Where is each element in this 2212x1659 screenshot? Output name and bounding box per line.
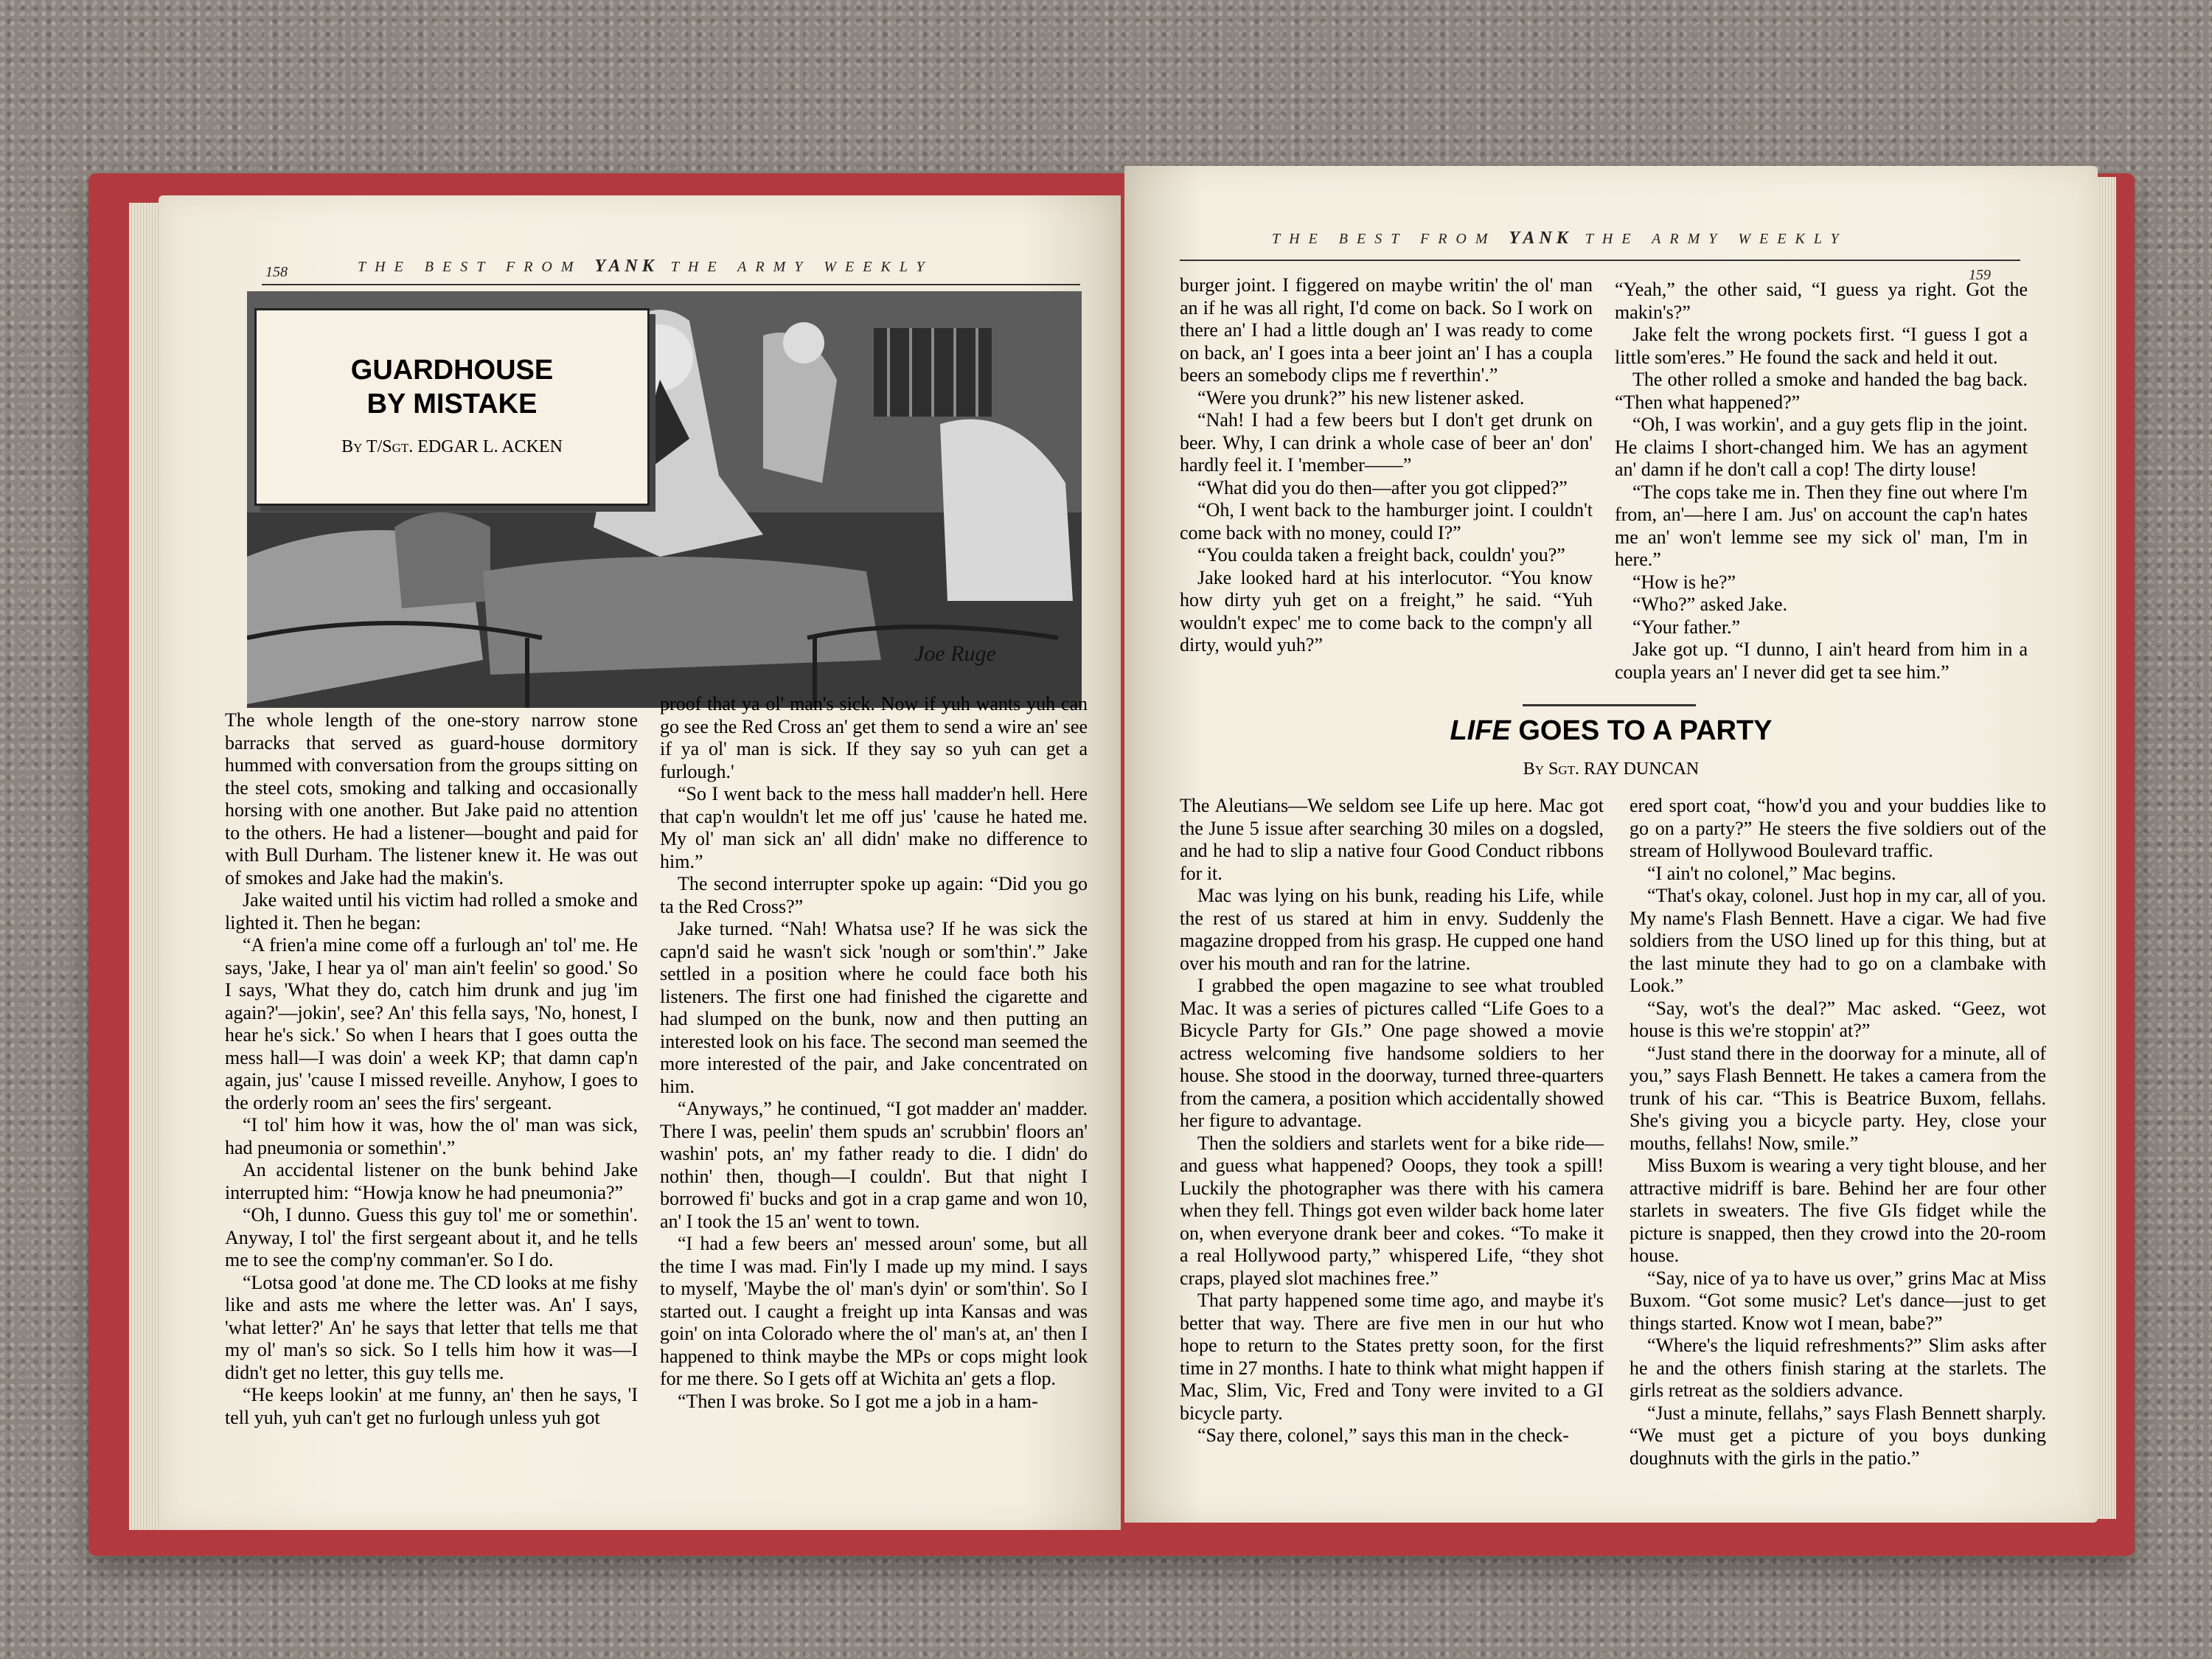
illustrator-signature: Joe Ruge: [914, 641, 996, 666]
article-byline: By T/Sgt. EDGAR L. ACKEN: [341, 437, 563, 456]
running-head-prefix: THE BEST FROM: [1272, 231, 1497, 247]
header-rule-right: [1180, 260, 2020, 261]
paragraph: “You coulda taken a freight back, couldn' you?”: [1197, 544, 1565, 566]
right-column-1-top: [1180, 274, 1593, 657]
paragraph: ered sport coat, “how'd you and your buddies like to go on a party?” He steers the five soldiers out of the stream of Hollywood Boulevard traffic.: [1630, 795, 2046, 861]
paragraph: “Where's the liquid refreshments?” Slim asks after he and the others finish staring at the starlets. The girls retreat as the soldiers advance.: [1630, 1335, 2046, 1401]
paragraph: The Aleutians—We seldom see Life up here. Mac got the June 5 issue after searching 30 miles on a dogsled, and he had to slip a native four Good Conduct ribbons for it.: [1180, 795, 1604, 884]
paragraph: “So I went back to the mess hall madder'n hell. Here that cap'n wouldn't let me off jus' 'cause he hated me. My ol' man sick an' all didn' make no difference to him.”: [660, 783, 1088, 872]
running-head-suffix: THE ARMY WEEKLY: [670, 259, 933, 275]
paragraph: “Nah! I had a few beers but I don't get drunk on beer. Why, I can drink a whole case of beer an' don' hardly feel it. I 'member——”: [1180, 409, 1593, 476]
running-head-right: [1272, 229, 1848, 248]
paragraph: Miss Buxom is wearing a very tight blouse, and her attractive midriff is bare. Behind her are four other starlets in sweaters. The five GIs fidget while the picture is snapped, then they crowd into the 20-room house.: [1630, 1155, 2046, 1266]
paragraph: “That's okay, colonel. Just hop in my car, all of you. My name's Flash Bennett. Have a cigar. We had five soldiers from the USO lined up for this thing, but at the last minute they had to go on a clambake with Look.”: [1630, 885, 2046, 996]
running-head-suffix: THE ARMY WEEKLY: [1585, 231, 1848, 247]
paragraph: “Then I was broke. So I got me a job in a ham-: [678, 1390, 1038, 1412]
paragraph: “A frien'a mine come off a furlough an' tol' me. He says, 'Jake, I hear ya ol' man ain't feelin' so good.' So I says, 'What they do, catch him drunk and jug 'im again?'—jokin', see? An' this fella says, 'No, honest, I hear he's sick.' So when I hears that I goes outta the mess hall—I was doin' a week KP; that damn cap'n again, jus' 'cause I missed reveille. Anyhow, I goes to the orderly room an' sees the firs' sergeant.: [225, 934, 638, 1113]
paragraph: “I tol' him how it was, how the ol' man was sick, had pneumonia or somethin'.”: [225, 1114, 638, 1158]
article2-title-life: LIFE: [1450, 715, 1511, 746]
paragraph: “Just a minute, fellahs,” says Flash Bennett sharply. “We must get a picture of you boys dunking doughnuts with the girls in the patio.”: [1630, 1402, 2046, 1469]
paragraph: Jake got up. “I dunno, I ain't heard from him in a coupla years an' I never did get ta see him.”: [1615, 639, 2028, 683]
paragraph: “I had a few beers an' messed aroun' some, but all the time I was mad. Fin'ly I made up my mind. I says to myself, 'Maybe the ol' man's dyin' or som'thin'. So I started out. I caught a freight up inta Kansas and was goin' on inta Colorado where the ol' man's at, an' then I happened to think maybe the MPs or cops might look for me there. So I gets off at Wichita an' gets a flop.: [660, 1233, 1088, 1389]
paragraph: The other rolled a smoke and handed the bag back. “Then what happened?”: [1615, 369, 2028, 413]
paragraph: “Say, wot's the deal?” Mac asked. “Geez, wot house is this we're stoppin' at?”: [1630, 997, 2046, 1041]
paragraph: “Oh, I was workin', and a guy gets flip in the joint. He claims I short-changed him. We has an agyment an' damn if he don't call a cop! The dirty louse!: [1615, 414, 2028, 480]
page-number-right: 159: [1969, 267, 1991, 283]
running-head-yank: YANK: [1509, 229, 1573, 248]
paragraph: “The cops take me in. Then they fine out where I'm from, an'—here I am. Jus' on account the cap'n hates me an' won't lemme see my sick ol' man, I'm in here.”: [1615, 481, 2028, 570]
paragraph: Jake turned. “Nah! Whatsa use? If he was sick the capn'd said he wasn't sick 'nough or som'thin'.” Jake settled in a position where he could face both his listeners. The first one had finished the cigarette and had slumped on the bunk, now and then putting an interested look on his face. The second man seemed the more interested of the pair, and Jake concentrated on him.: [660, 918, 1088, 1097]
running-head-yank: YANK: [594, 257, 658, 276]
article2-title: [1124, 715, 2098, 747]
paragraph: Jake looked hard at his interlocutor. “You know how dirty yuh get on a freight,” he said. “Yuh wouldn't expec' me to come back to the compn'y all dirty, would yuh?”: [1180, 566, 1593, 655]
paragraph: “Oh, I dunno. Guess this guy tol' me or somethin'. Anyway, I tol' the first sergeant about it, and he tells me to see the comp'ny comman'er. So I do.: [225, 1204, 638, 1270]
paragraph: “Oh, I went back to the hamburger joint. I couldn't come back with no money, could I?”: [1180, 499, 1593, 543]
paragraph: The whole length of the one-story narrow stone barracks that served as guard-house dormitory hummed with conversation from the groups sitting on the steel cots, smoking and talking and occasionally horsing with one another. But Jake paid no attention to the others. He had a listener—bought and paid for with Bull Durham. The listener knew it. He was out of smokes and Jake had the makin's.: [225, 709, 638, 888]
paragraph: “What did you do then—after you got clipped?”: [1197, 476, 1568, 498]
header-rule-left: [262, 284, 1080, 285]
paragraph: “Your father.”: [1632, 616, 1741, 638]
paragraph: “Just stand there in the doorway for a minute, all of you,” says Flash Bennett. He takes a camera from the trunk of his car. “This is Beatrice Buxom, fellahs. She's giving you a bicycle party. Hey, close your mouths, fellahs! Now, smile.”: [1630, 1042, 2046, 1154]
article-title: [257, 353, 647, 421]
article-title-line2: BY MISTAKE: [366, 389, 538, 420]
paragraph: Jake waited until his victim had rolled a smoke and lighted it. Then he began:: [225, 889, 638, 933]
page-number-left: 158: [265, 264, 288, 280]
left-column-1: [225, 709, 638, 1429]
section-divider: [1523, 704, 1696, 706]
article-title-line1: GUARDHOUSE: [350, 355, 554, 386]
paragraph: Mac was lying on his bunk, reading his Life, while the rest of us stared at him in envy. Suddenly the magazine dropped from his grasp. He cupped one hand over his mouth and ran for the latrine.: [1180, 885, 1604, 974]
page-edges-left: [129, 203, 162, 1530]
paragraph: burger joint. I figgered on maybe writin' the ol' man an if he was all right, I'd come on back. So I work on there an' I had a little dough an' I was ready to come on back, an' I goes inta a beer joint an' I has a coupla beers an somebody clips me f reverthin'.”: [1180, 274, 1593, 386]
left-column-2: [660, 693, 1088, 1413]
paragraph: I grabbed the open magazine to see what troubled Mac. It was a series of pictures called “Life Goes to a Bicycle Party for GIs.” One page showed a movie actress welcoming five handsome soldiers to her house. She stood in the doorway, turned three-quarters from the camera, a position which accidentally showed her figure to advantage.: [1180, 975, 1604, 1131]
right-column-2-bottom: [1630, 795, 2046, 1470]
paragraph: Then the soldiers and starlets went for a bike ride—and guess what happened? Ooops, they took a spill! Luckily the photographer was there with his camera when they fell. Things got even wilder back home later on, when everyone drank beer and cokes. “To make it a real Hollywood party,” whispered Life, “they shot craps, played slot machines free.”: [1180, 1132, 1604, 1289]
article2-title-rest: GOES TO A PARTY: [1518, 715, 1773, 746]
running-head-prefix: THE BEST FROM: [358, 259, 582, 275]
paragraph: “How is he?”: [1632, 571, 1736, 593]
article-title-box: [254, 308, 650, 506]
paragraph: Jake felt the wrong pockets first. “I guess I got a little som'eres.” He found the sack and held it out.: [1615, 324, 2028, 368]
paragraph: “Say there, colonel,” says this man in the check-: [1197, 1425, 1569, 1446]
article2-byline: By Sgt. RAY DUNCAN: [1523, 759, 1700, 779]
paragraph: “I ain't no colonel,” Mac begins.: [1647, 862, 1896, 884]
paragraph: An accidental listener on the bunk behind Jake interrupted him: “Howja know he had pneumonia?”: [225, 1159, 638, 1203]
paragraph: That party happened some time ago, and maybe it's better that way. There are five men in our hut who hope to return to the States pretty soon, for the first time in 27 months. I hate to think what might happen if Mac, Slim, Vic, Fred and Tony were invited to a GI bicycle party.: [1180, 1290, 1604, 1424]
paragraph: “Anyways,” he continued, “I got madder an' madder. There I was, peelin' them spuds an' scrubbin' floors an' washin' pots, an' my father ready to die. I didn' do nothin' then, though—I couldn'. But that night I borrowed fi' bucks and got in a crap game and won 10, an' I took the 15 an' went to town.: [660, 1098, 1088, 1232]
paragraph: “Yeah,” the other said, “I guess ya right. Got the makin's?”: [1615, 279, 2028, 323]
paragraph: “Who?” asked Jake.: [1632, 594, 1788, 615]
paragraph: “Were you drunk?” his new listener asked.: [1197, 386, 1525, 408]
right-column-1-bottom: [1180, 795, 1604, 1447]
paragraph: The second interrupter spoke up again: “Did you go ta the Red Cross?”: [660, 873, 1088, 917]
paragraph: proof that ya ol' man's sick. Now if yuh wants yuh can go see the Red Cross an' get them to send a wire an' see if ya ol' man is sick. If they say so yuh can get a furlough.': [660, 693, 1088, 782]
paragraph: “Say, nice of ya to have us over,” grins Mac at Miss Buxom. “Got some music? Let's dance—just to get things started. Know wot I mean, babe?”: [1630, 1267, 2046, 1334]
running-head-left: [358, 257, 933, 276]
right-column-2-top: [1615, 279, 2028, 684]
paragraph: “He keeps lookin' at me funny, an' then he says, 'I tell yuh, yuh can't get no furlough unless yuh got: [225, 1384, 638, 1428]
paragraph: “Lotsa good 'at done me. The CD looks at me fishy like and asts me where the letter was. An' I says, 'what letter?' An' he says that letter that tells me that my ol' man's so sick. So I tells him how it was—I didn't get no letter, this guy tells me.: [225, 1271, 638, 1383]
